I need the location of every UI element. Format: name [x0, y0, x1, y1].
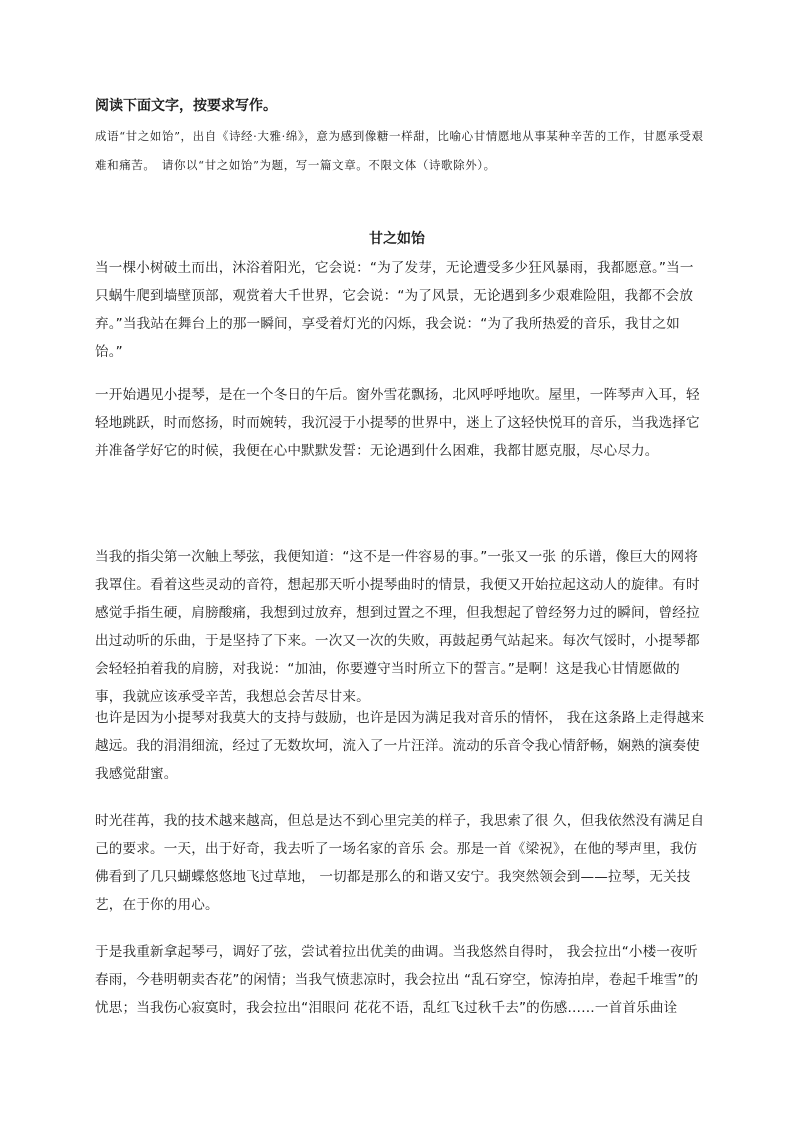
essay-paragraph: 当一棵小树破土而出，沐浴着阳光，它会说：“为了发芽，无论遭受多少狂风暴雨，我都愿意。”当一只蜗牛爬到墙壁顶部，观赏着大千世界，它会说：“为了风景，无论遇到多少艰难险阻，我都不会放弃。”当我站在舞台上的那一瞬间，享受着灯光的闪烁，我会说：“为了我所热爱的音乐，我甘之如饴。”	[95, 260, 694, 360]
essay-paragraph: 当我的指尖第一次触上琴弦，我便知道：“这不是一件容易的事。”一张又一张 的乐谱，像巨大的网将我罩住。看着这些灵动的音符，想起那天听小提琴曲时的情景，我便又开始拉起这动人的旋律。有时感觉手指生硬，肩膀酸痛，我想到过放弃，想到过置之不理，但我想起了曾经努力过的瞬间，曾经拉出过动听的乐曲，于是坚持了下来。一次又一次的失败，再鼓起勇气站起来。每次气馁时，小提琴都会轻轻拍着我的肩膀，对我说：“加油，你要遵守当时所立下的誓言。”是啊！这是我心甘情愿做的事，我就应该承受辛苦，我想总会苦尽甘来。	[95, 549, 700, 705]
essay-paragraph: 也许是因为小提琴对我莫大的支持与鼓励，也许是因为满足我对音乐的情怀， 我在这条路上走得越来越远。我的涓涓细流，经过了无数坎坷，流入了一片汪洋。流动的乐音令我心情舒畅，娴熟的演奏使我感觉甜蜜。	[95, 710, 705, 782]
essay-title: 甘之如饴	[369, 231, 425, 247]
essay-paragraph: 于是我重新拿起琴弓，调好了弦，尝试着拉出优美的曲调。当我悠然自得时， 我会拉出“小楼一夜听春雨，今巷明朝卖杏花”的闲情；当我气愤悲凉时，我会拉出 “乱石穿空，惊涛拍岸，卷起千堆雪”的忧思；当我伤心寂寞时，我会拉出“泪眼问 花花不语，乱红飞过秋千去”的伤感……一首首乐曲诠	[95, 944, 699, 1016]
essay-paragraph: 一开始遇见小提琴，是在一个冬日的午后。窗外雪花飘扬，北风呼呼地吹。屋里，一阵琴声入耳，轻轻地跳跃，时而悠扬，时而婉转，我沉浸于小提琴的世界中，迷上了这轻快悦耳的音乐，当我选择它并准备学好它的时候，我便在心中默默发誓：无论遇到什么困难，我都甘愿克服，尽心尽力。	[95, 387, 700, 459]
essay-paragraph: 时光荏苒，我的技术越来越高，但总是达不到心里完美的样子，我思索了很 久，但我依然没有满足自己的要求。一天，出于好奇，我去听了一场名家的音乐 会。那是一首《梁祝》，在他的琴声里，我仿佛看到了几只蝴蝶悠悠地飞过草地， 一切都是那么的和谐又安宁。我突然领会到——拉琴，无关技艺，在于你的用心。	[95, 813, 705, 913]
task-heading: 阅读下面文字，按要求写作。	[95, 98, 277, 114]
writing-prompt: 成语“甘之如饴”，出自《诗经·大雅·绵》，意为感到像糖一样甜，比喻心甘情愿地从事某种辛苦的工作，甘愿承受艰难和痛苦。 请你以“甘之如饴”为题，写一篇文章。不限文体（诗歌除外）。	[95, 129, 704, 172]
